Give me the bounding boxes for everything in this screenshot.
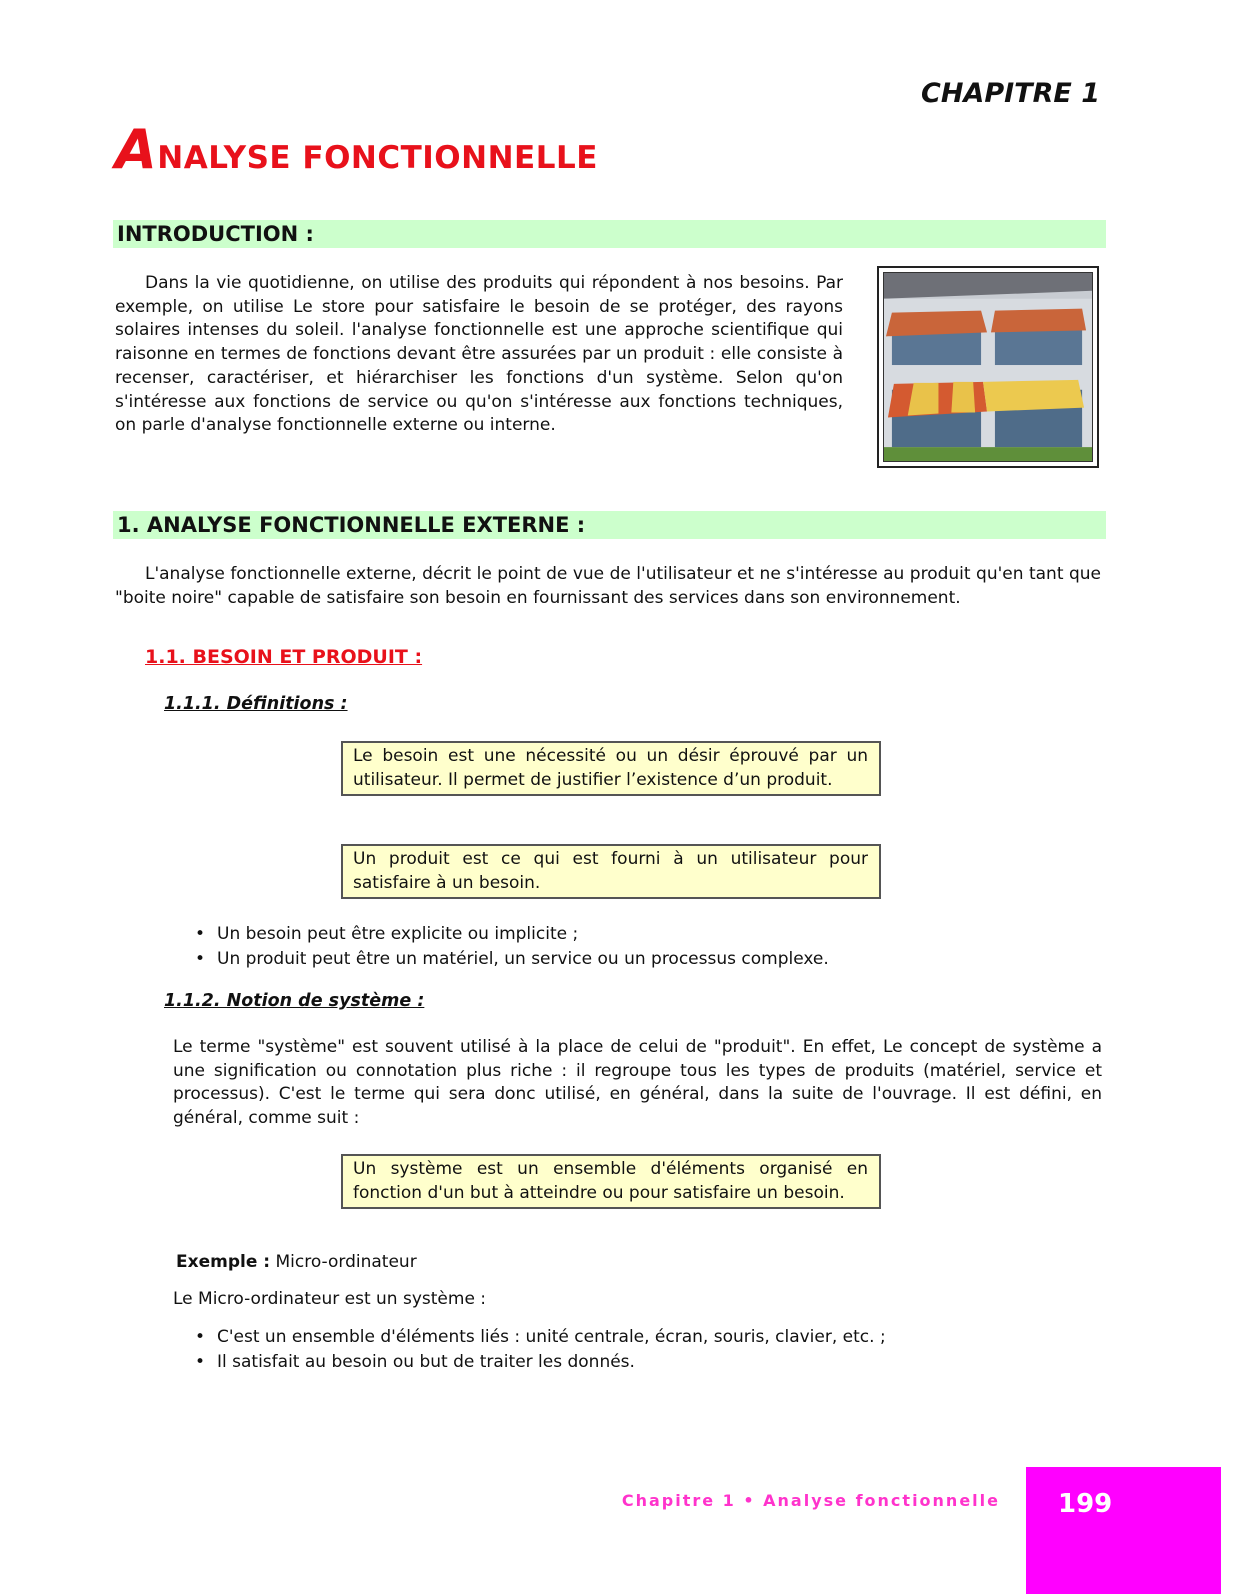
awning-photo — [877, 266, 1099, 468]
example-label: Exemple : — [176, 1252, 271, 1272]
list-item-text: Un produit peut être un matériel, un service ou un processus complexe. — [217, 948, 829, 969]
page-number: 199 — [1058, 1489, 1113, 1519]
systeme-text: Le terme "système" est souvent utilisé à la place de celui de "produit". En effet, Le concept de système a une signification ou connotation plus riche : il regroupe tous les types de produits (matériel, service et processus). C'est le terme qui sera donc utilisé, en général, dans la suite de l'ouvrage. Il est défini, en général, comme suit : — [173, 1037, 1102, 1129]
list-item-text: Un besoin peut être explicite ou implicite ; — [217, 924, 579, 944]
example-intro: Le Micro-ordinateur est un système : — [173, 1289, 487, 1309]
list-item-text: C'est un ensemble d'éléments liés : unité centrale, écran, souris, clavier, etc. ; — [217, 1327, 886, 1347]
example-value: Micro-ordinateur — [275, 1252, 417, 1272]
definition-produit-box: Un produit est ce qui est fourni à un utilisateur pour satisfaire à un besoin. — [341, 844, 881, 899]
bullet-icon: • — [195, 948, 206, 969]
definitions-bullet-list — [193, 922, 829, 971]
list-item — [193, 1350, 886, 1375]
list-item — [193, 922, 829, 947]
example-line — [176, 1252, 417, 1272]
systeme-heading: 1.1.2. Notion de système : — [164, 991, 425, 1011]
bullet-icon: • — [195, 924, 206, 944]
definition-besoin-box: Le besoin est une nécessité ou un désir éprouvé par un utilisateur. Il permet de justifier l’existence d’un produit. — [341, 741, 881, 796]
footer-page-box — [1026, 1467, 1221, 1594]
chapter-label: CHAPITRE 1 — [921, 78, 1100, 109]
page-title — [115, 118, 598, 181]
awning-photo-image — [883, 272, 1093, 462]
page-title-rest: NALYSE FONCTIONNELLE — [157, 140, 598, 176]
introduction-heading: INTRODUCTION : — [113, 220, 1106, 248]
subsection-besoin-produit-heading: 1.1. BESOIN ET PRODUIT : — [145, 646, 423, 668]
definitions-heading: 1.1.1. Définitions : — [164, 694, 348, 714]
bullet-icon: • — [195, 1351, 206, 1372]
section-1-text: L'analyse fonctionnelle externe, décrit le point de vue de l'utilisateur et ne s'intéresse au produit qu'en tant que "boite noire" capable de satisfaire son besoin en fournissant des services dans son environnement. — [115, 564, 1101, 608]
introduction-text: Dans la vie quotidienne, on utilise des produits qui répondent à nos besoins. Par exemple, on utilise Le store pour satisfaire le besoin de se protéger, des rayons solaires intenses du soleil. l'analyse fonctionnelle est une approche scientifique qui raisonne en termes de fonctions devant être assurées par un produit : elle consiste à recenser, caractériser, et hiérarchiser les fonctions d'un système. Selon qu'on s'intéresse aux fonctions de service ou qu'on s'intéresse aux fonctions techniques, on parle d'analyse fonctionnelle externe ou interne. — [115, 273, 843, 436]
bullet-icon: • — [195, 1327, 206, 1347]
list-item-text: Il satisfait au besoin ou but de traiter les donnés. — [217, 1351, 635, 1372]
list-item — [193, 947, 829, 972]
page-title-initial: A — [115, 118, 158, 181]
list-item — [193, 1325, 886, 1350]
section-1-heading: 1. ANALYSE FONCTIONNELLE EXTERNE : — [113, 511, 1106, 539]
systeme-bullet-list — [193, 1325, 886, 1374]
definition-systeme-box: Un système est un ensemble d'éléments organisé en fonction d'un but à atteindre ou pour satisfaire un besoin. — [341, 1154, 881, 1209]
footer-running-title: Chapitre 1 • Analyse fonctionnelle — [621, 1491, 1000, 1510]
